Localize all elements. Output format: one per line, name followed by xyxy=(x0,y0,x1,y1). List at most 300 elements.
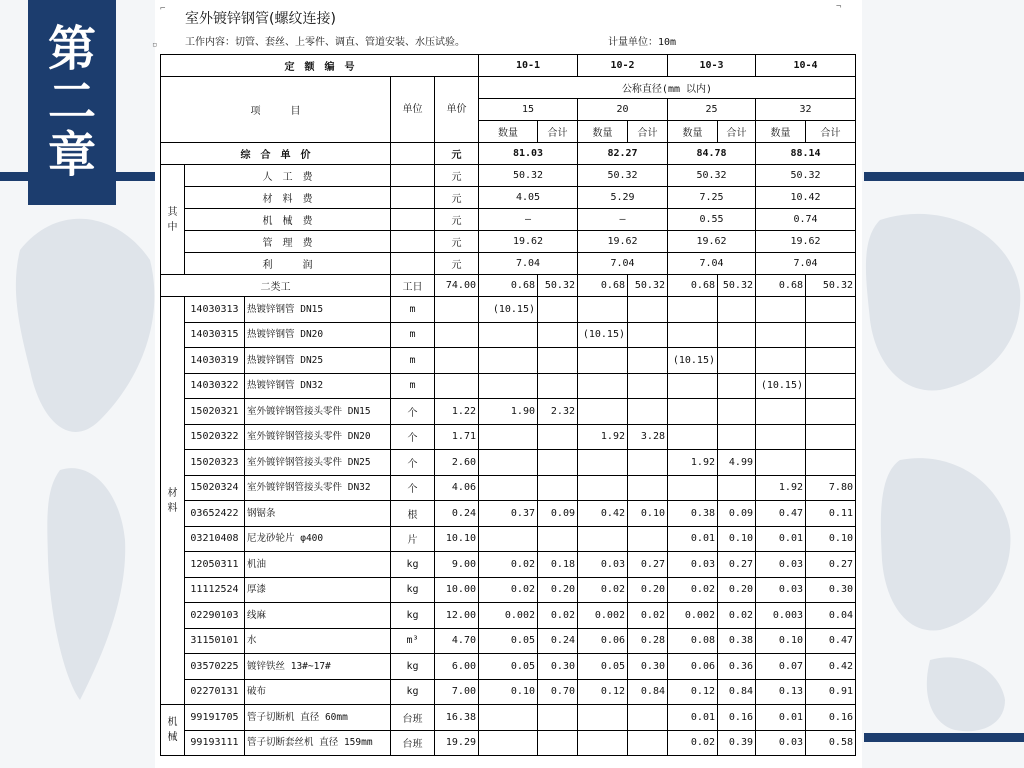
material-price xyxy=(435,348,479,374)
material-row xyxy=(161,526,856,552)
machinery-code: 99191705 xyxy=(185,705,245,731)
composite-price-value: 82.27 xyxy=(578,143,668,165)
material-price: 7.00 xyxy=(435,679,479,705)
material-name: 热镀锌钢管 DN25 xyxy=(245,348,391,374)
machinery-cell: 0.39 xyxy=(718,730,756,756)
quota-code: 10-3 xyxy=(668,55,756,77)
material-row xyxy=(161,450,856,476)
material-cell: 0.02 xyxy=(538,603,578,629)
cost-row xyxy=(161,187,856,209)
material-cell: 0.02 xyxy=(668,577,718,603)
machinery-unit: 台班 xyxy=(391,730,435,756)
material-price: 2.60 xyxy=(435,450,479,476)
material-unit: m xyxy=(391,322,435,348)
diameter-value: 20 xyxy=(578,99,668,121)
qty-header: 数量 xyxy=(668,121,718,143)
material-cell: 0.30 xyxy=(806,577,856,603)
material-cell: 0.01 xyxy=(668,526,718,552)
material-price: 1.22 xyxy=(435,399,479,425)
material-cell: 3.28 xyxy=(628,424,668,450)
unit-header: 单位 xyxy=(391,77,435,143)
material-cell: (10.15) xyxy=(479,297,538,323)
composite-price-value: 84.78 xyxy=(668,143,756,165)
cost-unit: 元 xyxy=(435,231,479,253)
material-cell xyxy=(578,526,628,552)
material-price: 4.06 xyxy=(435,475,479,501)
material-cell: 0.002 xyxy=(578,603,628,629)
material-name: 水 xyxy=(245,628,391,654)
cost-name: 管 理 费 xyxy=(185,231,391,253)
material-cell xyxy=(538,450,578,476)
cost-value: — xyxy=(479,209,578,231)
material-code: 02270131 xyxy=(185,679,245,705)
labor-cell: 50.32 xyxy=(628,275,668,297)
quota-number-label: 定 额 编 号 xyxy=(161,55,479,77)
material-row xyxy=(161,322,856,348)
material-row xyxy=(161,297,856,323)
material-cell: 0.002 xyxy=(479,603,538,629)
cost-value: 5.29 xyxy=(578,187,668,209)
material-code: 02290103 xyxy=(185,603,245,629)
material-cell: 0.38 xyxy=(718,628,756,654)
material-name: 尼龙砂轮片 φ400 xyxy=(245,526,391,552)
empty-cell xyxy=(391,253,435,275)
material-cell: 1.92 xyxy=(756,475,806,501)
machinery-cell: 0.01 xyxy=(668,705,718,731)
material-code: 03570225 xyxy=(185,654,245,680)
cost-value: 19.62 xyxy=(479,231,578,253)
material-cell xyxy=(628,348,668,374)
material-cell xyxy=(578,399,628,425)
material-cell xyxy=(806,399,856,425)
machinery-cell xyxy=(538,730,578,756)
cost-row xyxy=(161,231,856,253)
material-cell: 0.02 xyxy=(578,577,628,603)
labor-cell: 0.68 xyxy=(479,275,538,297)
cost-value: 19.62 xyxy=(578,231,668,253)
material-row xyxy=(161,603,856,629)
cost-row xyxy=(161,209,856,231)
material-cell: (10.15) xyxy=(756,373,806,399)
cost-value: 50.32 xyxy=(578,165,668,187)
material-price xyxy=(435,322,479,348)
labor-cell: 50.32 xyxy=(806,275,856,297)
material-code: 03652422 xyxy=(185,501,245,527)
material-cell: 0.42 xyxy=(578,501,628,527)
material-cell: (10.15) xyxy=(668,348,718,374)
material-cell: 0.37 xyxy=(479,501,538,527)
material-name: 机油 xyxy=(245,552,391,578)
material-cell: 0.10 xyxy=(806,526,856,552)
material-cell xyxy=(628,526,668,552)
material-cell: 0.24 xyxy=(538,628,578,654)
material-cell xyxy=(806,348,856,374)
price-header: 单价 xyxy=(435,77,479,143)
material-cell xyxy=(806,297,856,323)
cost-value: 50.32 xyxy=(479,165,578,187)
material-cell: 2.32 xyxy=(538,399,578,425)
material-cell xyxy=(668,373,718,399)
material-cell: 0.03 xyxy=(578,552,628,578)
material-code: 15020322 xyxy=(185,424,245,450)
material-code: 15020321 xyxy=(185,399,245,425)
material-cell: 1.90 xyxy=(479,399,538,425)
material-cell: 0.002 xyxy=(668,603,718,629)
cost-value: 7.04 xyxy=(578,253,668,275)
material-row xyxy=(161,348,856,374)
quota-code: 10-2 xyxy=(578,55,668,77)
composite-price-label: 综 合 单 价 xyxy=(161,143,391,165)
machinery-cell: 0.16 xyxy=(718,705,756,731)
material-cell xyxy=(756,450,806,476)
material-cell: 0.06 xyxy=(668,654,718,680)
material-row xyxy=(161,628,856,654)
crop-mark-left: ▫ xyxy=(152,40,158,50)
material-cell: 0.11 xyxy=(806,501,856,527)
material-cell: (10.15) xyxy=(578,322,628,348)
material-cell xyxy=(479,348,538,374)
material-code: 15020324 xyxy=(185,475,245,501)
material-cell xyxy=(806,322,856,348)
material-row xyxy=(161,399,856,425)
machinery-cell: 0.01 xyxy=(756,705,806,731)
cost-value: 7.04 xyxy=(668,253,756,275)
material-unit: 片 xyxy=(391,526,435,552)
cost-value: 0.74 xyxy=(756,209,856,231)
machinery-row xyxy=(161,730,856,756)
material-price xyxy=(435,373,479,399)
material-cell xyxy=(578,373,628,399)
material-name: 室外镀锌钢管接头零件 DN32 xyxy=(245,475,391,501)
labor-cell: 50.32 xyxy=(538,275,578,297)
material-cell: 0.42 xyxy=(806,654,856,680)
machinery-cell: 0.16 xyxy=(806,705,856,731)
decorative-band-right xyxy=(864,172,1024,181)
material-name: 钢锯条 xyxy=(245,501,391,527)
material-cell: 0.84 xyxy=(628,679,668,705)
material-cell xyxy=(718,424,756,450)
document-title: 室外镀锌钢管(螺纹连接) xyxy=(185,11,336,27)
cost-row xyxy=(161,165,856,187)
material-unit: 个 xyxy=(391,399,435,425)
material-cell xyxy=(628,373,668,399)
material-cell: 0.08 xyxy=(668,628,718,654)
material-cell: 0.06 xyxy=(578,628,628,654)
labor-cell: 50.32 xyxy=(718,275,756,297)
material-code: 31150101 xyxy=(185,628,245,654)
empty-cell xyxy=(391,143,435,165)
machinery-name: 管子切断套丝机 直径 159mm xyxy=(245,730,391,756)
cost-value: — xyxy=(578,209,668,231)
chapter-badge xyxy=(28,0,116,205)
material-name: 热镀锌钢管 DN15 xyxy=(245,297,391,323)
composite-price-value: 88.14 xyxy=(756,143,856,165)
material-unit: kg xyxy=(391,577,435,603)
material-cell: 0.91 xyxy=(806,679,856,705)
composite-price-value: 81.03 xyxy=(479,143,578,165)
empty-cell xyxy=(391,209,435,231)
material-cell: 0.003 xyxy=(756,603,806,629)
material-cell: 0.27 xyxy=(806,552,856,578)
machinery-cell xyxy=(538,705,578,731)
material-cell xyxy=(718,322,756,348)
material-cell: 0.05 xyxy=(578,654,628,680)
cost-row xyxy=(161,253,856,275)
material-cell: 0.20 xyxy=(628,577,668,603)
material-cell: 0.84 xyxy=(718,679,756,705)
material-cell xyxy=(756,348,806,374)
material-name: 破布 xyxy=(245,679,391,705)
quota-table xyxy=(160,54,856,756)
material-cell xyxy=(718,297,756,323)
diameter-value: 32 xyxy=(756,99,856,121)
qty-header: 数量 xyxy=(578,121,628,143)
machinery-cell: 0.58 xyxy=(806,730,856,756)
material-cell: 0.07 xyxy=(756,654,806,680)
empty-cell xyxy=(391,231,435,253)
decorative-band-bottom-right xyxy=(864,733,1024,742)
machinery-cell xyxy=(578,705,628,731)
material-unit: 个 xyxy=(391,450,435,476)
material-unit: kg xyxy=(391,679,435,705)
material-cell xyxy=(538,322,578,348)
material-cell xyxy=(756,322,806,348)
item-header: 项 目 xyxy=(161,77,391,143)
material-cell: 0.27 xyxy=(628,552,668,578)
material-cell: 0.36 xyxy=(718,654,756,680)
material-unit: 根 xyxy=(391,501,435,527)
material-cell xyxy=(756,297,806,323)
material-cell: 0.10 xyxy=(628,501,668,527)
material-unit: kg xyxy=(391,654,435,680)
material-row xyxy=(161,552,856,578)
material-price: 10.00 xyxy=(435,577,479,603)
material-cell xyxy=(668,424,718,450)
of-which-label: 其中 xyxy=(161,165,185,275)
material-unit: m xyxy=(391,348,435,374)
material-cell: 0.03 xyxy=(756,577,806,603)
cost-value: 50.32 xyxy=(668,165,756,187)
machinery-row xyxy=(161,705,856,731)
material-cell: 0.01 xyxy=(756,526,806,552)
material-cell: 4.99 xyxy=(718,450,756,476)
material-cell: 0.05 xyxy=(479,654,538,680)
material-cell xyxy=(479,450,538,476)
material-cell: 0.10 xyxy=(718,526,756,552)
material-code: 14030319 xyxy=(185,348,245,374)
material-cell: 0.02 xyxy=(718,603,756,629)
material-cell: 1.92 xyxy=(578,424,628,450)
cost-value: 50.32 xyxy=(756,165,856,187)
diameter-value: 25 xyxy=(668,99,756,121)
material-code: 15020323 xyxy=(185,450,245,476)
material-unit: kg xyxy=(391,603,435,629)
quota-code: 10-4 xyxy=(756,55,856,77)
material-price: 10.10 xyxy=(435,526,479,552)
total-header: 合计 xyxy=(538,121,578,143)
material-unit: 个 xyxy=(391,424,435,450)
work-content: 工作内容：切管、套丝、上零件、调直、管道安装、水压试验。 xyxy=(185,37,465,48)
material-cell xyxy=(718,475,756,501)
material-name: 室外镀锌钢管接头零件 DN20 xyxy=(245,424,391,450)
machinery-cell xyxy=(479,705,538,731)
cost-name: 人 工 费 xyxy=(185,165,391,187)
material-name: 厚漆 xyxy=(245,577,391,603)
material-cell: 0.30 xyxy=(628,654,668,680)
material-price: 9.00 xyxy=(435,552,479,578)
cost-value: 19.62 xyxy=(756,231,856,253)
material-cell: 1.92 xyxy=(668,450,718,476)
chapter-char-3: 章 xyxy=(47,127,96,183)
material-code: 14030322 xyxy=(185,373,245,399)
material-name: 镀锌铁丝 13#~17# xyxy=(245,654,391,680)
material-cell: 0.05 xyxy=(479,628,538,654)
material-cell xyxy=(668,475,718,501)
material-cell xyxy=(668,322,718,348)
labor-price: 74.00 xyxy=(435,275,479,297)
machinery-price: 19.29 xyxy=(435,730,479,756)
diameter-label: 公称直径(mm 以内) xyxy=(479,77,856,99)
material-row xyxy=(161,475,856,501)
material-cell xyxy=(628,322,668,348)
machinery-code: 99193111 xyxy=(185,730,245,756)
material-unit: m³ xyxy=(391,628,435,654)
material-row xyxy=(161,679,856,705)
machinery-unit: 台班 xyxy=(391,705,435,731)
material-name: 室外镀锌钢管接头零件 DN25 xyxy=(245,450,391,476)
material-price xyxy=(435,297,479,323)
material-cell: 0.47 xyxy=(806,628,856,654)
material-cell: 0.38 xyxy=(668,501,718,527)
material-cell xyxy=(756,424,806,450)
material-price: 1.71 xyxy=(435,424,479,450)
material-cell xyxy=(628,450,668,476)
material-cell: 0.13 xyxy=(756,679,806,705)
material-cell xyxy=(718,348,756,374)
material-cell xyxy=(538,373,578,399)
cost-value: 7.04 xyxy=(479,253,578,275)
cost-name: 材 料 费 xyxy=(185,187,391,209)
machinery-cell: 0.02 xyxy=(668,730,718,756)
material-code: 14030313 xyxy=(185,297,245,323)
machinery-cell xyxy=(628,730,668,756)
material-cell xyxy=(718,399,756,425)
chapter-char-2: 二 xyxy=(47,74,96,130)
total-header: 合计 xyxy=(806,121,856,143)
labor-cell: 0.68 xyxy=(756,275,806,297)
material-unit: m xyxy=(391,373,435,399)
labor-name: 二类工 xyxy=(161,275,391,297)
crop-mark-top-right: ¬ xyxy=(836,2,842,12)
material-cell xyxy=(479,475,538,501)
cost-unit: 元 xyxy=(435,209,479,231)
material-cell xyxy=(806,424,856,450)
material-code: 12050311 xyxy=(185,552,245,578)
total-header: 合计 xyxy=(628,121,668,143)
material-price: 4.70 xyxy=(435,628,479,654)
material-price: 12.00 xyxy=(435,603,479,629)
material-row xyxy=(161,577,856,603)
material-code: 03210408 xyxy=(185,526,245,552)
material-cell: 0.04 xyxy=(806,603,856,629)
machinery-cell: 0.03 xyxy=(756,730,806,756)
labor-cell: 0.68 xyxy=(578,275,628,297)
cost-value: 4.05 xyxy=(479,187,578,209)
material-cell: 0.28 xyxy=(628,628,668,654)
unit-of-measure: 计量单位：10m xyxy=(608,37,677,48)
material-price: 6.00 xyxy=(435,654,479,680)
material-code: 14030315 xyxy=(185,322,245,348)
machinery-label: 机械 xyxy=(161,705,185,756)
labor-unit: 工日 xyxy=(391,275,435,297)
material-price: 0.24 xyxy=(435,501,479,527)
material-cell: 0.30 xyxy=(538,654,578,680)
material-cell xyxy=(718,373,756,399)
material-row xyxy=(161,373,856,399)
material-cell: 0.02 xyxy=(479,577,538,603)
diameter-value: 15 xyxy=(479,99,578,121)
material-cell: 0.02 xyxy=(479,552,538,578)
header-row-diameter-label xyxy=(161,77,856,99)
qty-header: 数量 xyxy=(756,121,806,143)
material-name: 线麻 xyxy=(245,603,391,629)
material-cell xyxy=(668,399,718,425)
crop-mark-top-left: ⌐ xyxy=(160,4,166,14)
cost-name: 利 润 xyxy=(185,253,391,275)
cost-value: 19.62 xyxy=(668,231,756,253)
cost-unit: 元 xyxy=(435,187,479,209)
material-cell xyxy=(628,297,668,323)
material-cell xyxy=(578,348,628,374)
material-cell xyxy=(538,526,578,552)
empty-cell xyxy=(391,187,435,209)
material-cell: 0.12 xyxy=(668,679,718,705)
material-cell xyxy=(806,450,856,476)
material-cell: 0.20 xyxy=(718,577,756,603)
material-cell: 0.09 xyxy=(718,501,756,527)
empty-cell xyxy=(391,165,435,187)
material-name: 室外镀锌钢管接头零件 DN15 xyxy=(245,399,391,425)
material-cell: 0.02 xyxy=(628,603,668,629)
material-cell: 7.80 xyxy=(806,475,856,501)
labor-cell: 0.68 xyxy=(668,275,718,297)
total-header: 合计 xyxy=(718,121,756,143)
cost-name: 机 械 费 xyxy=(185,209,391,231)
material-cell: 0.09 xyxy=(538,501,578,527)
material-cell xyxy=(479,526,538,552)
composite-price-unit: 元 xyxy=(435,143,479,165)
cost-value: 10.42 xyxy=(756,187,856,209)
material-cell xyxy=(479,322,538,348)
material-unit: m xyxy=(391,297,435,323)
material-cell: 0.10 xyxy=(756,628,806,654)
material-unit: 个 xyxy=(391,475,435,501)
material-cell: 0.70 xyxy=(538,679,578,705)
chapter-char-1: 第 xyxy=(47,21,96,77)
material-row xyxy=(161,654,856,680)
material-cell: 0.18 xyxy=(538,552,578,578)
machinery-name: 管子切断机 直径 60mm xyxy=(245,705,391,731)
material-name: 热镀锌钢管 DN32 xyxy=(245,373,391,399)
composite-price-row xyxy=(161,143,856,165)
material-code: 11112524 xyxy=(185,577,245,603)
material-cell xyxy=(538,424,578,450)
material-row xyxy=(161,501,856,527)
material-cell xyxy=(668,297,718,323)
cost-value: 7.25 xyxy=(668,187,756,209)
material-unit: kg xyxy=(391,552,435,578)
material-cell xyxy=(628,399,668,425)
